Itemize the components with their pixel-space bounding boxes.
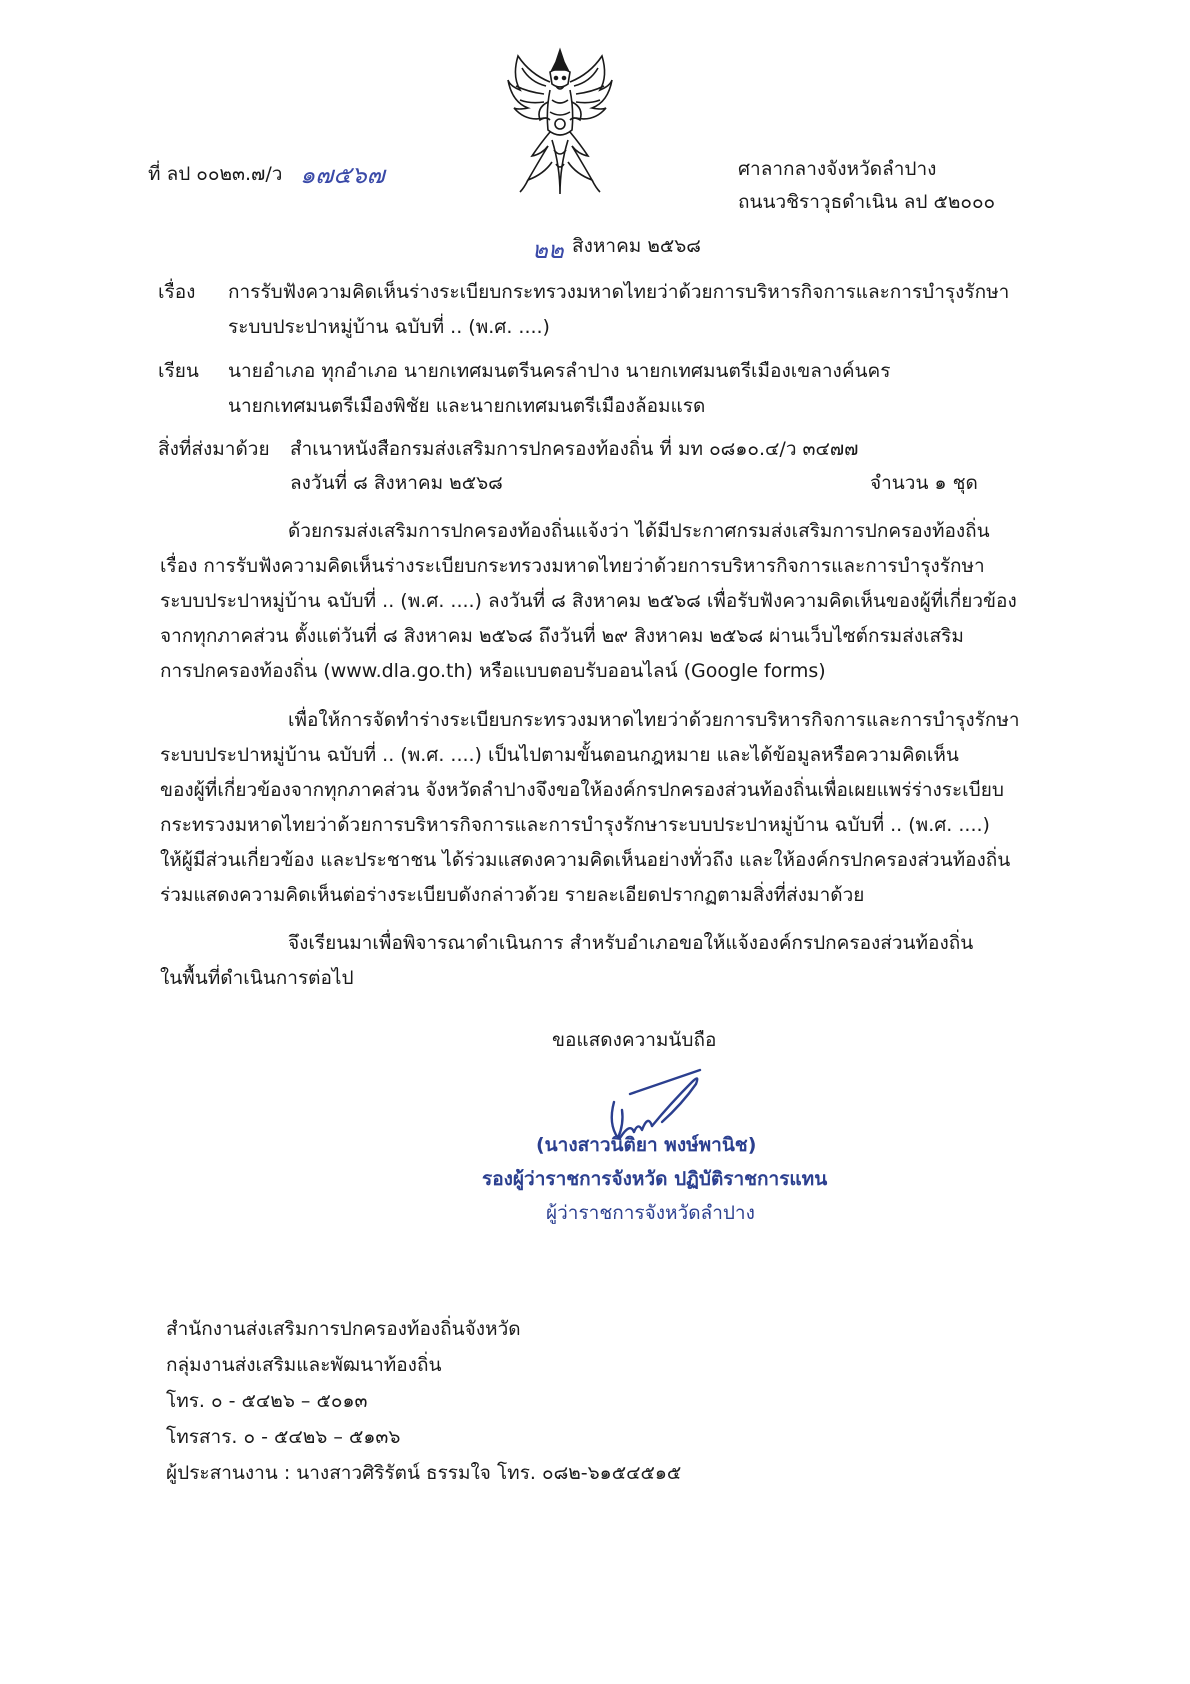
body-paragraph1-line4: จากทุกภาคส่วน ตั้งแต่วันที่ ๘ สิงหาคม ๒๕๖๘ ถึงวันที่ ๒๙ สิงหาคม ๒๕๖๘ ผ่านเว็บไซต์กรมส่งเสริม	[160, 625, 964, 647]
reference-handwritten-number: ๑๗๕๖๗	[300, 161, 385, 189]
body-paragraph2-line5: ให้ผู้มีส่วนเกี่ยวข้อง และประชาชน ได้ร่วมแสดงความคิดเห็นอย่างทั่วถึง และให้องค์กรปกครองส่วนท้องถิ่น	[160, 849, 1011, 871]
recipient-line1: นายอำเภอ ทุกอำเภอ นายกเทศมนตรีนครลำปาง นายกเทศมนตรีเมืองเขลางค์นคร	[228, 360, 891, 382]
body-paragraph1-line3: ระบบประปาหมู่บ้าน ฉบับที่ .. (พ.ศ. ....) ลงวันที่ ๘ สิงหาคม ๒๕๖๘ เพื่อรับฟังความคิดเห็นของผู้ที่เกี่ยวข้อง	[160, 590, 1017, 612]
footer-coordinator: ผู้ประสานงาน : นางสาวศิริรัตน์ ธรรมใจ โทร. ๐๘๒-๖๑๕๔๕๑๕	[166, 1462, 682, 1484]
body-paragraph2-line1: เพื่อให้การจัดทำร่างระเบียบกระทรวงมหาดไทยว่าด้วยการบริหารกิจการและการบำรุงรักษา	[288, 709, 1020, 731]
date-month-year: สิงหาคม ๒๕๖๘	[572, 235, 701, 257]
attachment-quantity: จำนวน ๑ ชุด	[870, 472, 978, 494]
body-paragraph3-line2: ในพื้นที่ดำเนินการต่อไป	[160, 967, 354, 989]
signer-name: (นางสาวนิติยา พงษ์พานิช)	[536, 1134, 757, 1156]
footer-office-line1: สำนักงานส่งเสริมการปกครองท้องถิ่นจังหวัด	[166, 1318, 521, 1340]
signer-position-line1: รองผู้ว่าราชการจังหวัด ปฏิบัติราชการแทน	[482, 1168, 828, 1190]
recipient-line2: นายกเทศมนตรีเมืองพิชัย และนายกเทศมนตรีเมืองล้อมแรด	[228, 395, 706, 417]
body-paragraph1-line2: เรื่อง การรับฟังความคิดเห็นร่างระเบียบกระทรวงมหาดไทยว่าด้วยการบริหารกิจการและการบำรุงรักษา	[160, 555, 985, 577]
body-paragraph2-line2: ระบบประปาหมู่บ้าน ฉบับที่ .. (พ.ศ. ....) เป็นไปตามขั้นตอนกฎหมาย และได้ข้อมูลหรือความคิดเห็น	[160, 744, 959, 766]
subject-label: เรื่อง	[158, 281, 196, 303]
body-paragraph2-line4: กระทรวงมหาดไทยว่าด้วยการบริหารกิจการและการบำรุงรักษาระบบประปาหมู่บ้าน ฉบับที่ .. (พ.ศ. ....)	[160, 814, 990, 836]
footer-phone: โทร. ๐ - ๕๔๒๖ – ๕๐๑๓	[166, 1390, 368, 1412]
footer-office-line2: กลุ่มงานส่งเสริมและพัฒนาท้องถิ่น	[166, 1354, 442, 1376]
body-paragraph1-line5: การปกครองท้องถิ่น (www.dla.go.th) หรือแบบตอบรับออนไลน์ (Google forms)	[160, 660, 826, 682]
body-paragraph2-line3: ของผู้ที่เกี่ยวข้องจากทุกภาคส่วน จังหวัดลำปางจึงขอให้องค์กรปกครองส่วนท้องถิ่นเพื่อเผยแพร่ร่างระเบียบ	[160, 779, 1004, 801]
signer-position-line2: ผู้ว่าราชการจังหวัดลำปาง	[546, 1202, 755, 1224]
attachment-line1: สำเนาหนังสือกรมส่งเสริมการปกครองท้องถิ่น ที่ มท ๐๘๑๐.๔/ว ๓๔๗๗	[290, 438, 859, 460]
attachment-label: สิ่งที่ส่งมาด้วย	[158, 438, 270, 460]
office-address-line1: ศาลากลางจังหวัดลำปาง	[738, 158, 937, 180]
footer-fax: โทรสาร. ๐ - ๕๔๒๖ – ๕๑๓๖	[166, 1426, 401, 1448]
body-paragraph3-line1: จึงเรียนมาเพื่อพิจารณาดำเนินการ สำหรับอำเภอขอให้แจ้งองค์กรปกครองส่วนท้องถิ่น	[288, 932, 974, 954]
recipient-label: เรียน	[158, 360, 199, 382]
subject-line1: การรับฟังความคิดเห็นร่างระเบียบกระทรวงมหาดไทยว่าด้วยการบริหารกิจการและการบำรุงรักษา	[228, 281, 1010, 303]
body-paragraph1-line1: ด้วยกรมส่งเสริมการปกครองท้องถิ่นแจ้งว่า ได้มีประกาศกรมส่งเสริมการปกครองท้องถิ่น	[288, 520, 990, 542]
attachment-line2: ลงวันที่ ๘ สิงหาคม ๒๕๖๘	[290, 472, 503, 494]
office-address-line2: ถนนวชิราวุธดำเนิน ลป ๕๒๐๐๐	[738, 191, 996, 213]
date-day-handwritten: ๒๒	[532, 236, 564, 264]
reference-number: ที่ ลป ๐๐๒๓.๗/ว	[148, 163, 283, 185]
closing-salutation: ขอแสดงความนับถือ	[552, 1029, 717, 1051]
body-paragraph2-line6: ร่วมแสดงความคิดเห็นต่อร่างระเบียบดังกล่าวด้วย รายละเอียดปรากฏตามสิ่งที่ส่งมาด้วย	[160, 884, 865, 906]
garuda-emblem-icon	[506, 46, 614, 198]
subject-line2: ระบบประปาหมู่บ้าน ฉบับที่ .. (พ.ศ. ....)	[228, 316, 550, 338]
